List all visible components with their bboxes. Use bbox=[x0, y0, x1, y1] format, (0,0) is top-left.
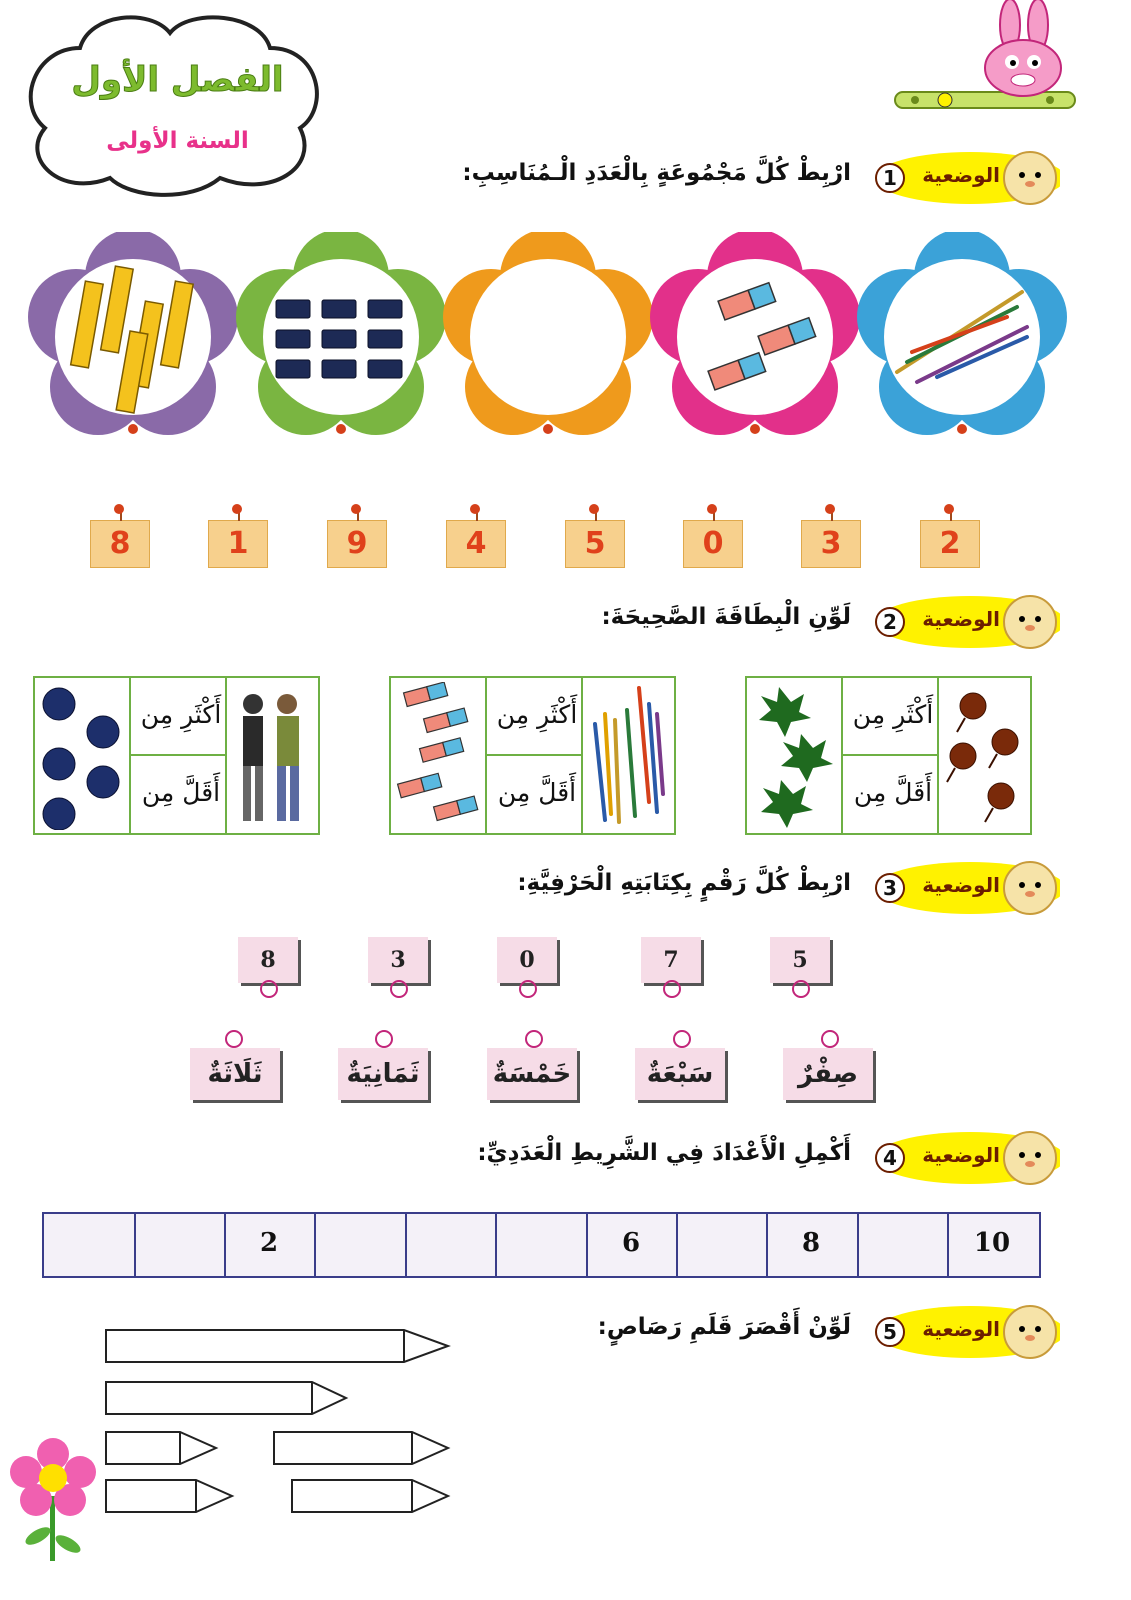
word-card[interactable]: سَبْعَةٌ bbox=[635, 1048, 725, 1100]
pencil-outline[interactable] bbox=[272, 1428, 454, 1468]
number-line-cell[interactable]: 8 bbox=[801, 1228, 821, 1258]
ring-icon bbox=[375, 1030, 393, 1048]
number-tag[interactable]: 1 bbox=[208, 520, 268, 568]
erasers-icon bbox=[393, 682, 483, 830]
less-than-option[interactable]: أَقَلَّ مِن bbox=[141, 778, 221, 807]
tag-dot bbox=[825, 504, 835, 514]
situation-5-instruction: لَوِّنْ أَقْصَرَ قَلَمِ رَصَاصٍ: bbox=[597, 1314, 851, 1340]
digit-card[interactable]: 8 bbox=[238, 937, 298, 983]
number-line-strip bbox=[42, 1212, 1041, 1278]
word-card[interactable]: ثَلَاثَةٌ bbox=[190, 1048, 280, 1100]
pencil-outline[interactable] bbox=[290, 1476, 454, 1516]
tag-dot bbox=[351, 504, 361, 514]
number-tag[interactable]: 8 bbox=[90, 520, 150, 568]
situation-number: 5 bbox=[875, 1317, 905, 1347]
chapter-title: الفصل الأول bbox=[71, 60, 284, 100]
situation-1-instruction: ارْبِطْ كُلَّ مَجْمُوعَةٍ بِالْعَدَدِ الْـمُنَاسِبِ: bbox=[462, 160, 851, 186]
situation-label: الوضعية bbox=[922, 607, 1000, 631]
situation-label: الوضعية bbox=[922, 163, 1000, 187]
more-than-option[interactable]: أَكْثَرِ مِن bbox=[140, 700, 222, 729]
ring-icon bbox=[525, 1030, 543, 1048]
ring-icon bbox=[663, 980, 681, 998]
roses-icon bbox=[943, 684, 1025, 828]
situation-number: 2 bbox=[875, 607, 905, 637]
less-than-option[interactable]: أَقَلَّ مِن bbox=[497, 778, 577, 807]
number-tag[interactable]: 5 bbox=[565, 520, 625, 568]
flower-group-rulers[interactable] bbox=[28, 232, 238, 442]
flower-group-bricks[interactable] bbox=[236, 232, 446, 442]
number-tag[interactable]: 4 bbox=[446, 520, 506, 568]
pencils-icon bbox=[587, 684, 669, 828]
word-card[interactable]: صِفْرٌ bbox=[783, 1048, 873, 1100]
number-line-cell[interactable]: 6 bbox=[621, 1228, 641, 1258]
ring-icon bbox=[792, 980, 810, 998]
year-subtitle: السنة الأولى bbox=[106, 128, 249, 154]
more-than-option[interactable]: أَكْثَرِ مِن bbox=[496, 700, 578, 729]
bunny-mascot-icon bbox=[890, 0, 1080, 115]
ring-icon bbox=[519, 980, 537, 998]
pencil-outline[interactable] bbox=[104, 1378, 354, 1418]
tag-dot bbox=[232, 504, 242, 514]
situation-4-header bbox=[860, 1128, 1060, 1188]
word-card[interactable]: خَمْسَةٌ bbox=[487, 1048, 577, 1100]
header-cloud bbox=[20, 8, 330, 198]
ring-icon bbox=[260, 980, 278, 998]
tag-dot bbox=[944, 504, 954, 514]
situation-label: الوضعية bbox=[922, 1317, 1000, 1341]
number-tag[interactable]: 0 bbox=[683, 520, 743, 568]
situation-2-header bbox=[860, 592, 1060, 652]
digit-card[interactable]: 0 bbox=[497, 937, 557, 983]
leaves-icon bbox=[749, 682, 839, 830]
pencil-outline[interactable] bbox=[104, 1326, 454, 1366]
less-than-option[interactable]: أَقَلَّ مِن bbox=[853, 778, 933, 807]
situation-5-header bbox=[860, 1302, 1060, 1362]
ring-icon bbox=[390, 980, 408, 998]
situation-3-instruction: ارْبِطْ كُلَّ رَقْمٍ بِكِتَابَتِهِ الْحَرْفِيَّةِ: bbox=[517, 870, 851, 896]
ring-icon bbox=[821, 1030, 839, 1048]
situation-number: 4 bbox=[875, 1143, 905, 1173]
ring-icon bbox=[225, 1030, 243, 1048]
balls-icon bbox=[37, 682, 127, 830]
number-tag[interactable]: 9 bbox=[327, 520, 387, 568]
digit-card[interactable]: 3 bbox=[368, 937, 428, 983]
situation-2-instruction: لَوِّنِ الْبِطَاقَةَ الصَّحِيحَةَ: bbox=[601, 604, 851, 630]
people-icon bbox=[231, 686, 313, 826]
more-than-option[interactable]: أَكْثَرِ مِن bbox=[852, 700, 934, 729]
tag-dot bbox=[114, 504, 124, 514]
number-line-cell[interactable]: 10 bbox=[973, 1228, 1011, 1258]
number-tag[interactable]: 3 bbox=[801, 520, 861, 568]
situation-1-header bbox=[860, 148, 1060, 208]
number-tag[interactable]: 2 bbox=[920, 520, 980, 568]
tag-dot bbox=[707, 504, 717, 514]
flower-group-empty[interactable] bbox=[443, 232, 653, 442]
pencil-outline[interactable] bbox=[104, 1428, 224, 1468]
situation-label: الوضعية bbox=[922, 1143, 1000, 1167]
compare-card-erasers-pencils bbox=[389, 676, 676, 835]
situation-4-instruction: أَكْمِلِ الْأَعْدَادَ فِي الشَّرِيطِ الْعَدَدِيِّ: bbox=[477, 1140, 851, 1166]
tag-dot bbox=[470, 504, 480, 514]
ring-icon bbox=[673, 1030, 691, 1048]
situation-number: 3 bbox=[875, 873, 905, 903]
situation-label: الوضعية bbox=[922, 873, 1000, 897]
digit-card[interactable]: 5 bbox=[770, 937, 830, 983]
pencil-outline[interactable] bbox=[104, 1476, 239, 1516]
number-line-cell[interactable]: 2 bbox=[259, 1228, 279, 1258]
digit-card[interactable]: 7 bbox=[641, 937, 701, 983]
flower-group-erasers[interactable] bbox=[650, 232, 860, 442]
situation-3-header bbox=[860, 858, 1060, 918]
compare-card-people-balls bbox=[33, 676, 320, 835]
flower-decoration-icon bbox=[8, 1436, 98, 1566]
tag-dot bbox=[589, 504, 599, 514]
flower-group-pencils[interactable] bbox=[857, 232, 1067, 442]
word-card[interactable]: ثَمَانِيَةٌ bbox=[338, 1048, 428, 1100]
situation-number: 1 bbox=[875, 163, 905, 193]
compare-card-leaves-flowers bbox=[745, 676, 1032, 835]
